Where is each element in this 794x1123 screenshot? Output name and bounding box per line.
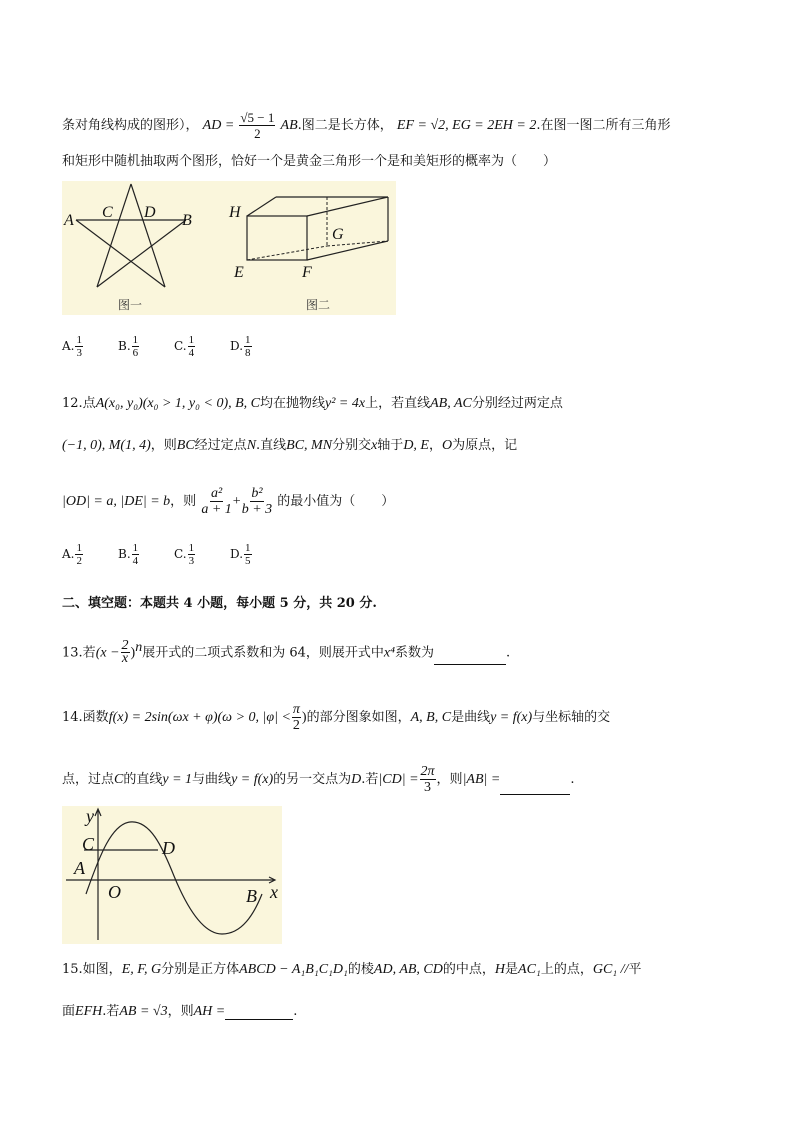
q11-line-1: 条对角线构成的图形）， AD = $\frac{√5 - 1}{2}$ AB.图二是长方体， EF = √2, EG = 2EH = 2.在图一图二所有三角形 xyxy=(62,110,671,141)
section-2-title: 二、填空题：本题共 4 小题，每小题 5 分，共 20 分. xyxy=(62,596,377,611)
label-C: C xyxy=(102,204,113,221)
label-F: F xyxy=(302,264,312,281)
q11-figures-svg xyxy=(62,181,396,315)
q12-option-b[interactable]: B. $\frac{1}{4}$ xyxy=(118,542,139,567)
caption-fig2: 图二 xyxy=(306,298,331,312)
origin-O-label: O xyxy=(108,882,121,902)
q15-line-1: 15.如图，E, F, G分别是正方体ABCD − A₁B₁C₁D₁的棱AD, AB, CD的中点，H是AC₁上的点，GC₁ //平 xyxy=(62,962,642,977)
q14-graph-svg xyxy=(62,806,282,944)
label-B: B xyxy=(182,212,192,229)
math-ad: AD = xyxy=(202,118,235,133)
q11-option-d[interactable]: D. $\frac{1}{8}$ xyxy=(230,334,251,359)
q14-graph xyxy=(62,806,282,944)
q11-figures xyxy=(62,181,396,315)
point-D-label: D xyxy=(162,838,175,858)
label-H: H xyxy=(229,204,241,221)
q15-line-2: 面EFH.若AB = √3，则AH = . xyxy=(62,1004,298,1019)
caption-fig1: 图一 xyxy=(118,298,143,312)
point-A-label: A xyxy=(74,858,85,878)
point-B-label: B xyxy=(246,886,257,906)
q11-option-b[interactable]: B. $\frac{1}{6}$ xyxy=(118,334,139,359)
fraction-golden: $\frac{√5 - 1}{2}$ xyxy=(240,110,275,141)
point-C-label: C xyxy=(82,834,95,854)
q13-answer-blank[interactable] xyxy=(434,652,506,665)
label-A: A xyxy=(64,212,74,229)
q15-answer-blank[interactable] xyxy=(225,1007,293,1020)
q14-answer-blank[interactable] xyxy=(500,782,570,795)
label-G: G xyxy=(332,226,344,243)
q13: 13.若(x − $\frac{2}{x}$ )$^n$展开式的二项式系数和为 64，则展开式中x⁴系数为 . xyxy=(62,638,511,667)
axis-y-label: y xyxy=(86,806,94,826)
label-D: D xyxy=(144,204,156,221)
q14-line-2: 点，过点C的直线y = 1与曲线y = f(x)的另一交点为D.若|CD| = $\frac{2\pi}{3}$ ，则|AB| = . xyxy=(62,764,575,795)
q12-line-3: |OD| = a, |DE| = b，则 $\frac{\text{a²}}{a + 1}$ + $\frac{\text{b²}}{b + 3}$ 的最小值为（ ） xyxy=(62,486,395,517)
q11-option-c[interactable]: C. $\frac{1}{4}$ xyxy=(174,334,195,359)
q12-option-a[interactable]: A. $\frac{1}{2}$ xyxy=(62,542,82,567)
math-ef: EF = √2, EG = 2EH = 2 xyxy=(396,118,537,133)
q14-line-1: 14.函数f(x) = 2sin(ωx + φ)(ω > 0, |φ| < $\frac{\pi}{2}$ )的部分图象如图，A, B, C是曲线y = f(x)与坐标轴的交 xyxy=(62,702,611,733)
q12-line-2: (−1, 0), M(1, 4)，则BC经过定点N.直线BC, MN分别交x轴于D, E，O为原点，记 xyxy=(62,438,518,453)
q11-option-a[interactable]: A. $\frac{1}{3}$ xyxy=(62,334,82,359)
q12-line-1: 12.点A(x₀, y₀)(x₀ > 1, y₀ < 0), B, C均在抛物线y² = 4x上，若直线AB, AC分别经过两定点 xyxy=(62,396,563,411)
q12-option-d[interactable]: D. $\frac{1}{5}$ xyxy=(230,542,251,567)
q12-option-c[interactable]: C. $\frac{1}{3}$ xyxy=(174,542,195,567)
q11-line-2: 和矩形中随机抽取两个图形，恰好一个是黄金三角形一个是和美矩形的概率为（ ） xyxy=(62,154,557,169)
axis-x-label: x xyxy=(270,882,278,902)
label-E: E xyxy=(234,264,244,281)
